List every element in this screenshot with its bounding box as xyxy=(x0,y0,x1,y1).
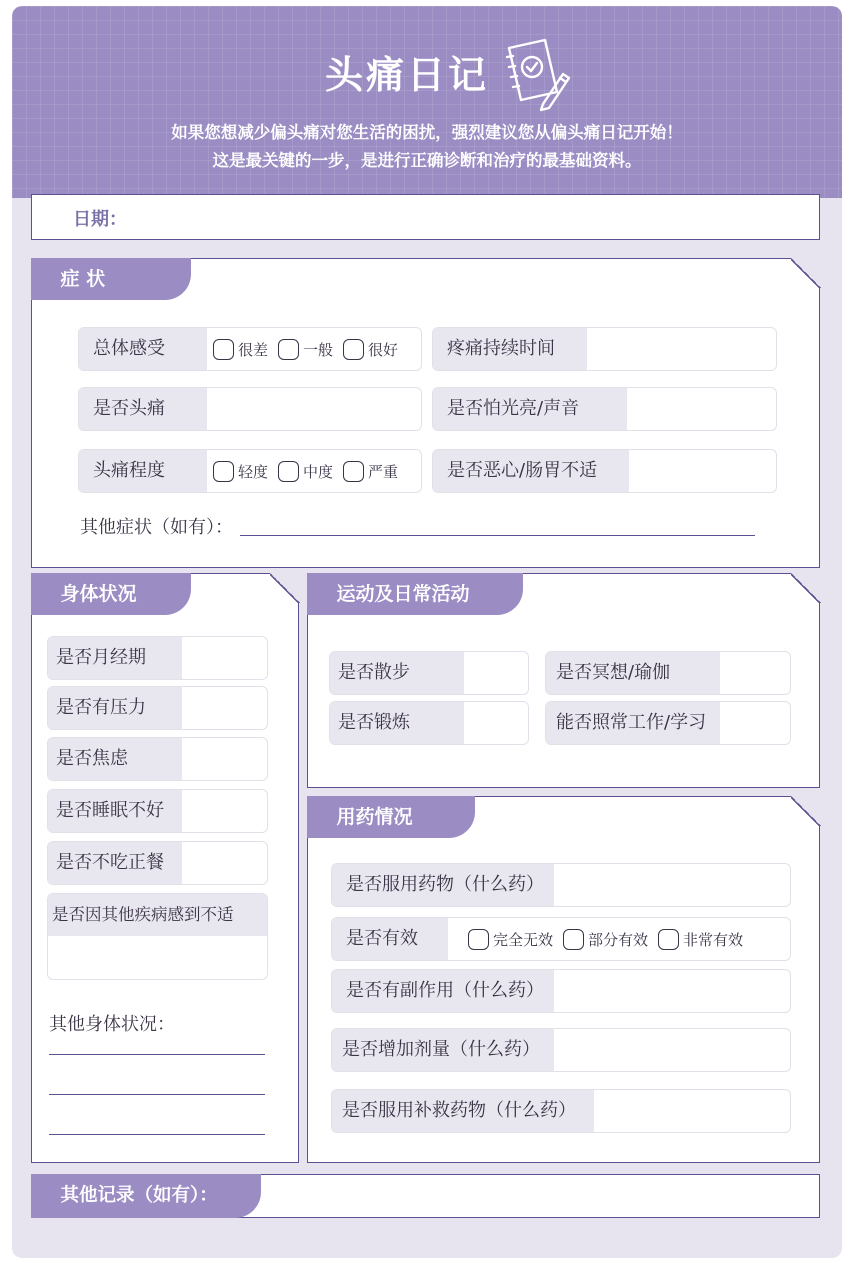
body-item-label: 是否不吃正餐 xyxy=(48,842,182,884)
body-item-label: 是否焦虑 xyxy=(48,738,182,780)
walk-label: 是否散步 xyxy=(330,652,464,694)
activity-title: 运动及日常活动 xyxy=(307,573,523,615)
walk-field[interactable] xyxy=(329,651,529,695)
photophobia-label: 是否怕光亮/声音 xyxy=(433,388,627,430)
exercise-field[interactable] xyxy=(329,701,529,745)
symptoms-section xyxy=(31,258,820,568)
body-item-field[interactable] xyxy=(47,686,268,730)
medication-title: 用药情况 xyxy=(307,796,475,838)
effectiveness-label: 是否有效 xyxy=(332,918,448,960)
pain-duration-label: 疼痛持续时间 xyxy=(433,328,587,370)
severity-option-mild[interactable]: 轻度 xyxy=(213,461,268,482)
rescue-medication-field[interactable] xyxy=(331,1089,791,1133)
date-field[interactable] xyxy=(31,194,820,240)
overall-option-ok[interactable]: 一般 xyxy=(278,339,333,360)
effectiveness-option-very[interactable]: 非常有效 xyxy=(658,929,743,950)
taking-medication-field[interactable] xyxy=(331,863,791,907)
photophobia-field[interactable] xyxy=(432,387,777,431)
side-effects-label: 是否有副作用（什么药） xyxy=(332,970,554,1012)
other-body-line-2[interactable] xyxy=(49,1094,265,1095)
symptoms-title: 症 状 xyxy=(31,258,191,300)
other-symptoms-line[interactable] xyxy=(240,535,755,536)
checkbox-icon[interactable] xyxy=(343,339,364,360)
notebook-check-pencil-icon xyxy=(499,34,575,114)
other-records-field[interactable] xyxy=(31,1174,820,1218)
checkbox-icon[interactable] xyxy=(468,929,489,950)
effectiveness-option-none[interactable]: 完全无效 xyxy=(468,929,553,950)
checkbox-icon[interactable] xyxy=(278,339,299,360)
body-condition-title: 身体状况 xyxy=(31,573,191,615)
exercise-label: 是否锻炼 xyxy=(330,702,464,744)
increase-dose-label: 是否增加剂量（什么药） xyxy=(332,1029,554,1071)
activity-section xyxy=(307,573,820,788)
other-body-line-1[interactable] xyxy=(49,1054,265,1055)
medication-section xyxy=(307,796,820,1163)
body-item-field[interactable] xyxy=(47,789,268,833)
date-label: 日期： xyxy=(73,209,127,230)
side-effects-field[interactable] xyxy=(331,969,791,1013)
subtitle-line-1: 如果您想减少偏头痛对您生活的困扰，强烈建议您从偏头痛日记开始！ xyxy=(171,123,683,142)
checkbox-icon[interactable] xyxy=(278,461,299,482)
body-item-label: 是否有压力 xyxy=(48,687,182,729)
effectiveness-option-partial[interactable]: 部分有效 xyxy=(563,929,648,950)
taking-medication-label: 是否服用药物（什么药） xyxy=(332,864,554,906)
checkbox-icon[interactable] xyxy=(343,461,364,482)
overall-feeling-field xyxy=(78,327,422,371)
checkbox-icon[interactable] xyxy=(563,929,584,950)
checkbox-icon[interactable] xyxy=(213,461,234,482)
body-item-label: 是否睡眠不好 xyxy=(48,790,182,832)
nausea-field[interactable] xyxy=(432,449,777,493)
overall-option-good[interactable]: 很好 xyxy=(343,339,398,360)
increase-dose-field[interactable] xyxy=(331,1028,791,1072)
checkbox-icon[interactable] xyxy=(658,929,679,950)
rescue-medication-label: 是否服用补救药物（什么药） xyxy=(332,1090,594,1132)
other-disease-field[interactable] xyxy=(47,893,268,980)
overall-option-bad[interactable]: 很差 xyxy=(213,339,268,360)
page-title: 头痛日记 xyxy=(324,53,489,97)
work-label: 能否照常工作/学习 xyxy=(546,702,720,744)
severity-label: 头痛程度 xyxy=(79,450,207,492)
other-symptoms-label: 其他症状（如有）： xyxy=(80,517,233,538)
meditation-label: 是否冥想/瑜伽 xyxy=(546,652,720,694)
meditation-field[interactable] xyxy=(545,651,791,695)
other-body-condition-label: 其他身体状况： xyxy=(49,1014,175,1035)
overall-feeling-label: 总体感受 xyxy=(79,328,207,370)
checkbox-icon[interactable] xyxy=(213,339,234,360)
headache-field[interactable] xyxy=(78,387,422,431)
other-disease-label: 是否因其他疾病感到不适 xyxy=(48,894,267,936)
body-item-label: 是否月经期 xyxy=(48,637,182,679)
header-banner xyxy=(12,6,842,198)
headache-diary-sheet xyxy=(12,6,842,1258)
headache-label: 是否头痛 xyxy=(79,388,207,430)
work-field[interactable] xyxy=(545,701,791,745)
pain-duration-field[interactable] xyxy=(432,327,777,371)
other-body-line-3[interactable] xyxy=(49,1134,265,1135)
effectiveness-field xyxy=(331,917,791,961)
subtitle-line-2: 这是最关键的一步，是进行正确诊断和治疗的最基础资料。 xyxy=(212,151,642,170)
severity-option-moderate[interactable]: 中度 xyxy=(278,461,333,482)
body-item-field[interactable] xyxy=(47,737,268,781)
body-item-field[interactable] xyxy=(47,636,268,680)
body-condition-section xyxy=(31,573,299,1163)
nausea-label: 是否恶心/肠胃不适 xyxy=(433,450,629,492)
severity-option-severe[interactable]: 严重 xyxy=(343,461,398,482)
severity-field xyxy=(78,449,422,493)
other-records-label: 其他记录（如有）： xyxy=(31,1174,261,1218)
body-item-field[interactable] xyxy=(47,841,268,885)
